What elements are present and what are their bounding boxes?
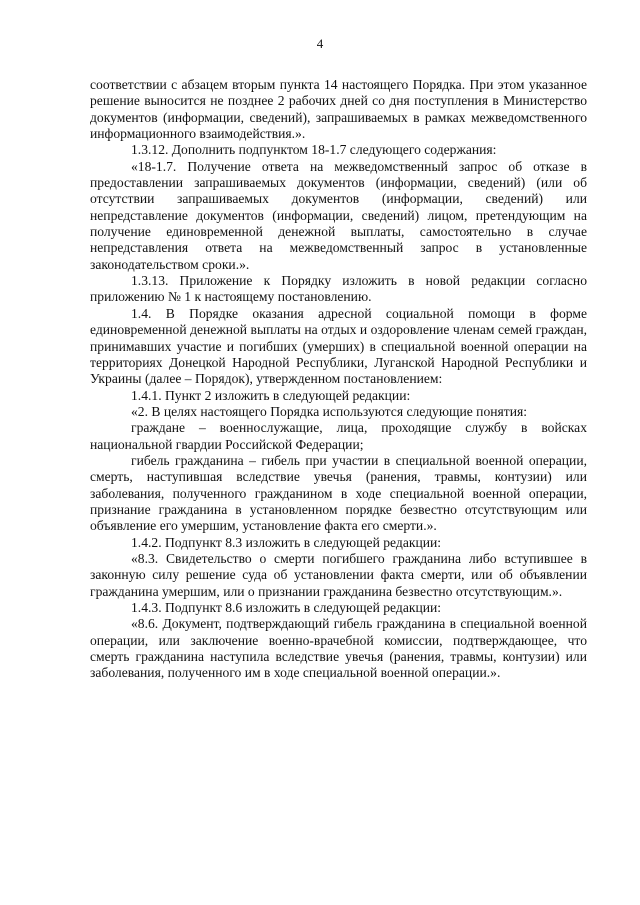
paragraph-item-1-4-1: 1.4.1. Пункт 2 изложить в следующей редакции:	[131, 387, 411, 403]
page-number: 4	[316, 36, 324, 51]
paragraph-item-1-4: 1.4. В Порядке оказания адресной социальной помощи в форме единовременной денежной выплаты на отдых и оздоровление членам семей граждан, принимавших участие и погибших (умерших) в специальной военной операции на территориях Донецкой Народной Республики, Луганской Народной Республики и Украины (далее – Порядок), утвержденном постановлением:	[90, 305, 587, 387]
paragraph-item-1-3-13: 1.3.13. Приложение к Порядку изложить в новой редакции согласно приложению № 1 к настоящему постановлению.	[90, 273, 587, 305]
paragraph-quote-8-3: «8.3. Свидетельство о смерти погибшего гражданина либо вступившее в законную силу решение суда об установлении факта смерти, или об объявлении гражданина умершим, или о признании гражданина безвестно отсутствующим.».	[90, 550, 587, 599]
paragraph-continuation: соответствии с абзацем вторым пункта 14 настоящего Порядка. При этом указанное решение выносится не позднее 2 рабочих дней со дня поступления в Министерство документов (информации, сведений), запрашиваемых в рамках межведомственного информационного взаимодействия.».	[90, 77, 587, 142]
paragraph-definition-citizens: граждане – военнослужащие, лица, проходящие службу в войсках национальной гвардии Российской Федерации;	[90, 420, 587, 452]
paragraph-item-1-4-2: 1.4.2. Подпункт 8.3 изложить в следующей редакции:	[131, 534, 442, 550]
paragraph-item-1-3-12: 1.3.12. Дополнить подпунктом 18-1.7 следующего содержания:	[131, 142, 497, 158]
paragraph-quote-18-1-7: «18-1.7. Получение ответа на межведомственный запрос об отказе в предоставлении запрашиваемых документов (информации, сведений) (или об отсутствии запрашиваемых документов (информации, сведений) или непредставление документов (информации, сведений) лицом, претендующим на получение единовременной денежной выплаты, самостоятельно в случае непредставления ответа на межведомственный запрос в установленные законодательством сроки.».	[90, 158, 587, 272]
document-body	[90, 77, 587, 682]
paragraph-quote-2: «2. В целях настоящего Порядка используются следующие понятия:	[131, 403, 528, 419]
paragraph-item-1-4-3: 1.4.3. Подпункт 8.6 изложить в следующей редакции:	[131, 600, 442, 615]
paragraph-quote-8-6: «8.6. Документ, подтверждающий гибель гражданина в специальной военной операции, или заключение военно-врачебной комиссии, подтверждающее, что смерть гражданина наступила вследствие увечья (ранения, травмы, контузии) или заболевания, полученного им в ходе специальной военной операции.».	[90, 616, 587, 681]
paragraph-definition-death: гибель гражданина – гибель при участии в специальной военной операции, смерть, наступившая вследствие увечья (ранения, травмы, контузии) или заболевания, полученного гражданином в ходе специальной военной операции, признание гражданина в установленном порядке безвестно отсутствующим или объявление его умершим, установление факта его смерти.».	[90, 452, 587, 534]
